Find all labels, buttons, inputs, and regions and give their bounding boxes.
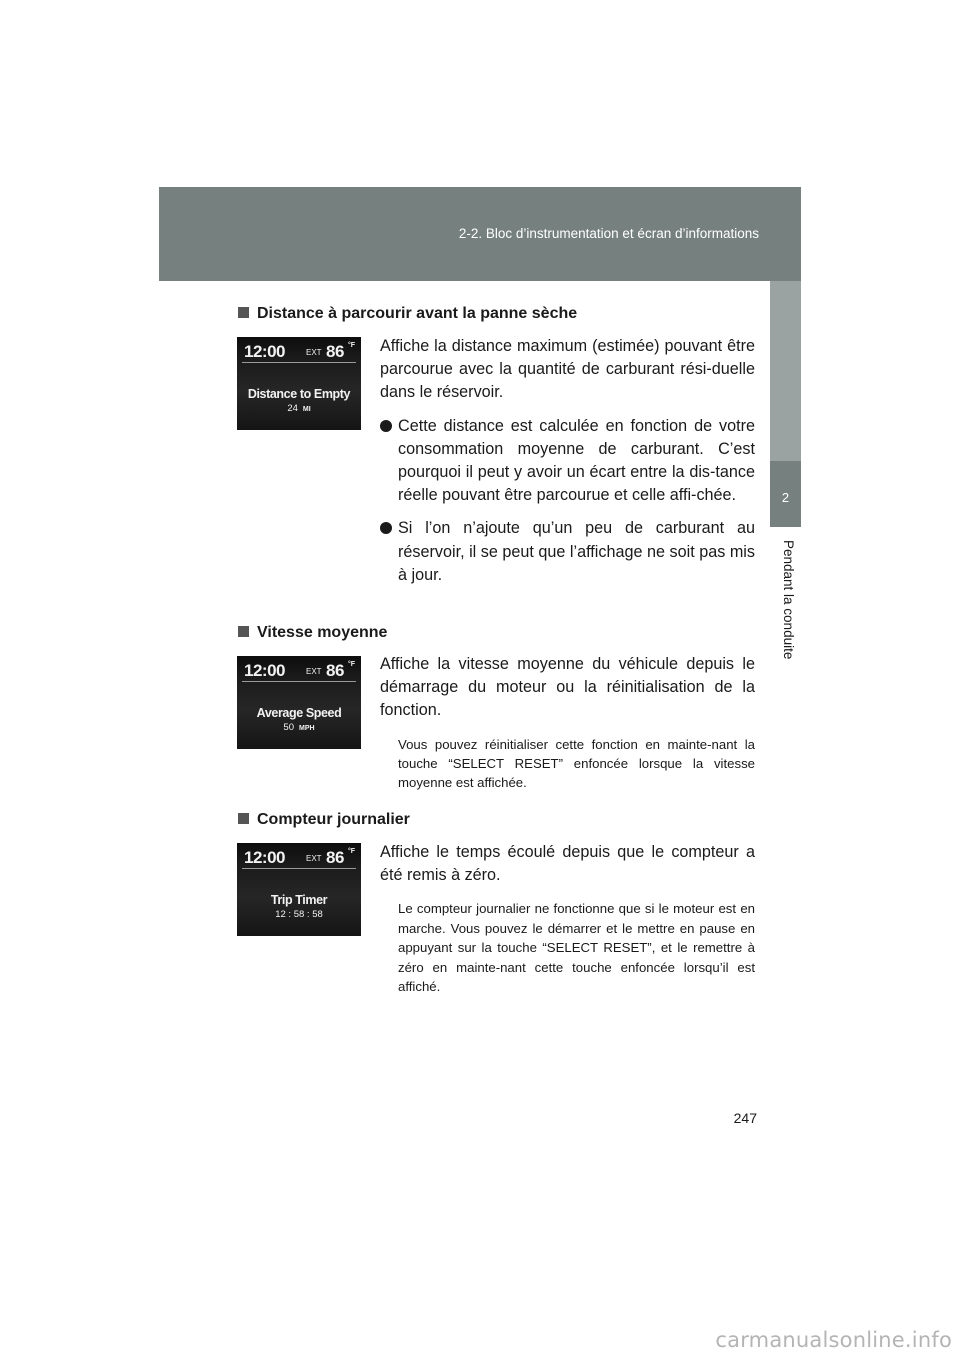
square-bullet-icon — [238, 307, 249, 318]
screen-ext-label: EXT — [306, 348, 322, 357]
section-heading-trip-timer — [238, 811, 410, 829]
square-bullet-icon — [238, 813, 249, 824]
section-text-average-speed — [380, 653, 755, 793]
section-heading-average-speed — [238, 624, 387, 642]
section-title: 2-2. Bloc d’instrumentation et écran d’informations — [458, 226, 759, 241]
watermark: carmanualsonline.info — [715, 1328, 952, 1352]
screen-clock: 12:00 — [244, 848, 285, 867]
screen-value-row — [237, 909, 361, 920]
display-screen-average-speed — [237, 656, 361, 749]
screen-value: 50 — [283, 722, 294, 733]
screen-value-row — [237, 403, 361, 414]
screen-temperature: 86 — [326, 342, 344, 361]
bullet-item — [380, 517, 755, 587]
screen-divider — [242, 868, 356, 869]
screen-title: Distance to Empty — [247, 387, 351, 401]
bullet-dot-icon — [380, 420, 392, 432]
side-tab-bar — [770, 281, 801, 461]
screen-clock: 12:00 — [244, 661, 285, 680]
heading-text: Compteur journalier — [257, 811, 410, 828]
bullet-text: Si l’on n’ajoute qu’un peu de carburant au réservoir, il se peut que l’affichage ne soit pas mis à jour. — [398, 519, 755, 584]
bullet-text: Cette distance est calculée en fonction de votre consommation moyenne de carburant. C’est pourquoi il peut y avoir un écart entre la dis-tance réelle pouvant être parcourue et celle affi-chée. — [398, 416, 755, 505]
bullet-dot-icon — [380, 522, 392, 534]
note-paragraph: Le compteur journalier ne fonctionne que si le moteur est en marche. Vous pouvez le démarrer et le mettre en pause en appuyant sur la touche “SELECT RESET”, et le remettre à zéro en mainte-nant cette touche enfoncée lorsqu’il est affiché. — [398, 901, 755, 995]
screen-value-row — [237, 722, 361, 733]
note-paragraph: Vous pouvez réinitialiser cette fonction en mainte-nant la touche “SELECT RESET” enfoncée lorsque la vitesse moyenne est affichée. — [398, 736, 755, 791]
description-paragraph: Affiche la vitesse moyenne du véhicule depuis le démarrage du moteur ou la réinitialisation de la fonction. — [380, 655, 755, 720]
screen-value-unit: MI — [302, 406, 311, 413]
page-number: 247 — [733, 1110, 757, 1126]
screen-ext-label: EXT — [306, 667, 322, 676]
description-paragraph: Affiche le temps écoulé depuis que le compteur a été remis à zéro. — [380, 843, 755, 885]
section-text-distance — [380, 335, 755, 597]
display-screen-distance — [237, 337, 361, 430]
display-screen-trip-timer — [237, 843, 361, 936]
heading-text: Distance à parcourir avant la panne sèche — [257, 305, 578, 322]
header-band — [159, 187, 801, 281]
screen-temperature: 86 — [326, 848, 344, 867]
screen-value: 12 : 58 : 58 — [275, 909, 323, 920]
chapter-number: 2 — [781, 490, 790, 505]
screen-value-unit: MPH — [299, 725, 315, 732]
screen-temperature-unit: °F — [348, 342, 356, 349]
screen-title: Trip Timer — [270, 893, 328, 907]
screen-clock: 12:00 — [244, 342, 285, 361]
screen-temperature-unit: °F — [348, 848, 356, 855]
screen-divider — [242, 362, 356, 363]
screen-title: Average Speed — [256, 706, 342, 720]
section-heading-distance — [238, 305, 577, 323]
chapter-tab — [770, 461, 801, 527]
screen-temperature-unit: °F — [348, 661, 356, 668]
section-text-trip-timer — [380, 841, 755, 996]
screen-divider — [242, 681, 356, 682]
heading-text: Vitesse moyenne — [257, 624, 388, 641]
square-bullet-icon — [238, 626, 249, 637]
bullet-item — [380, 415, 755, 508]
screen-temperature: 86 — [326, 661, 344, 680]
screen-value: 24 — [287, 403, 298, 414]
description-paragraph: Affiche la distance maximum (estimée) pouvant être parcourue avec la quantité de carburant rési-duelle dans le réservoir. — [380, 337, 755, 402]
screen-ext-label: EXT — [306, 854, 322, 863]
chapter-label: Pendant la conduite — [781, 540, 796, 660]
